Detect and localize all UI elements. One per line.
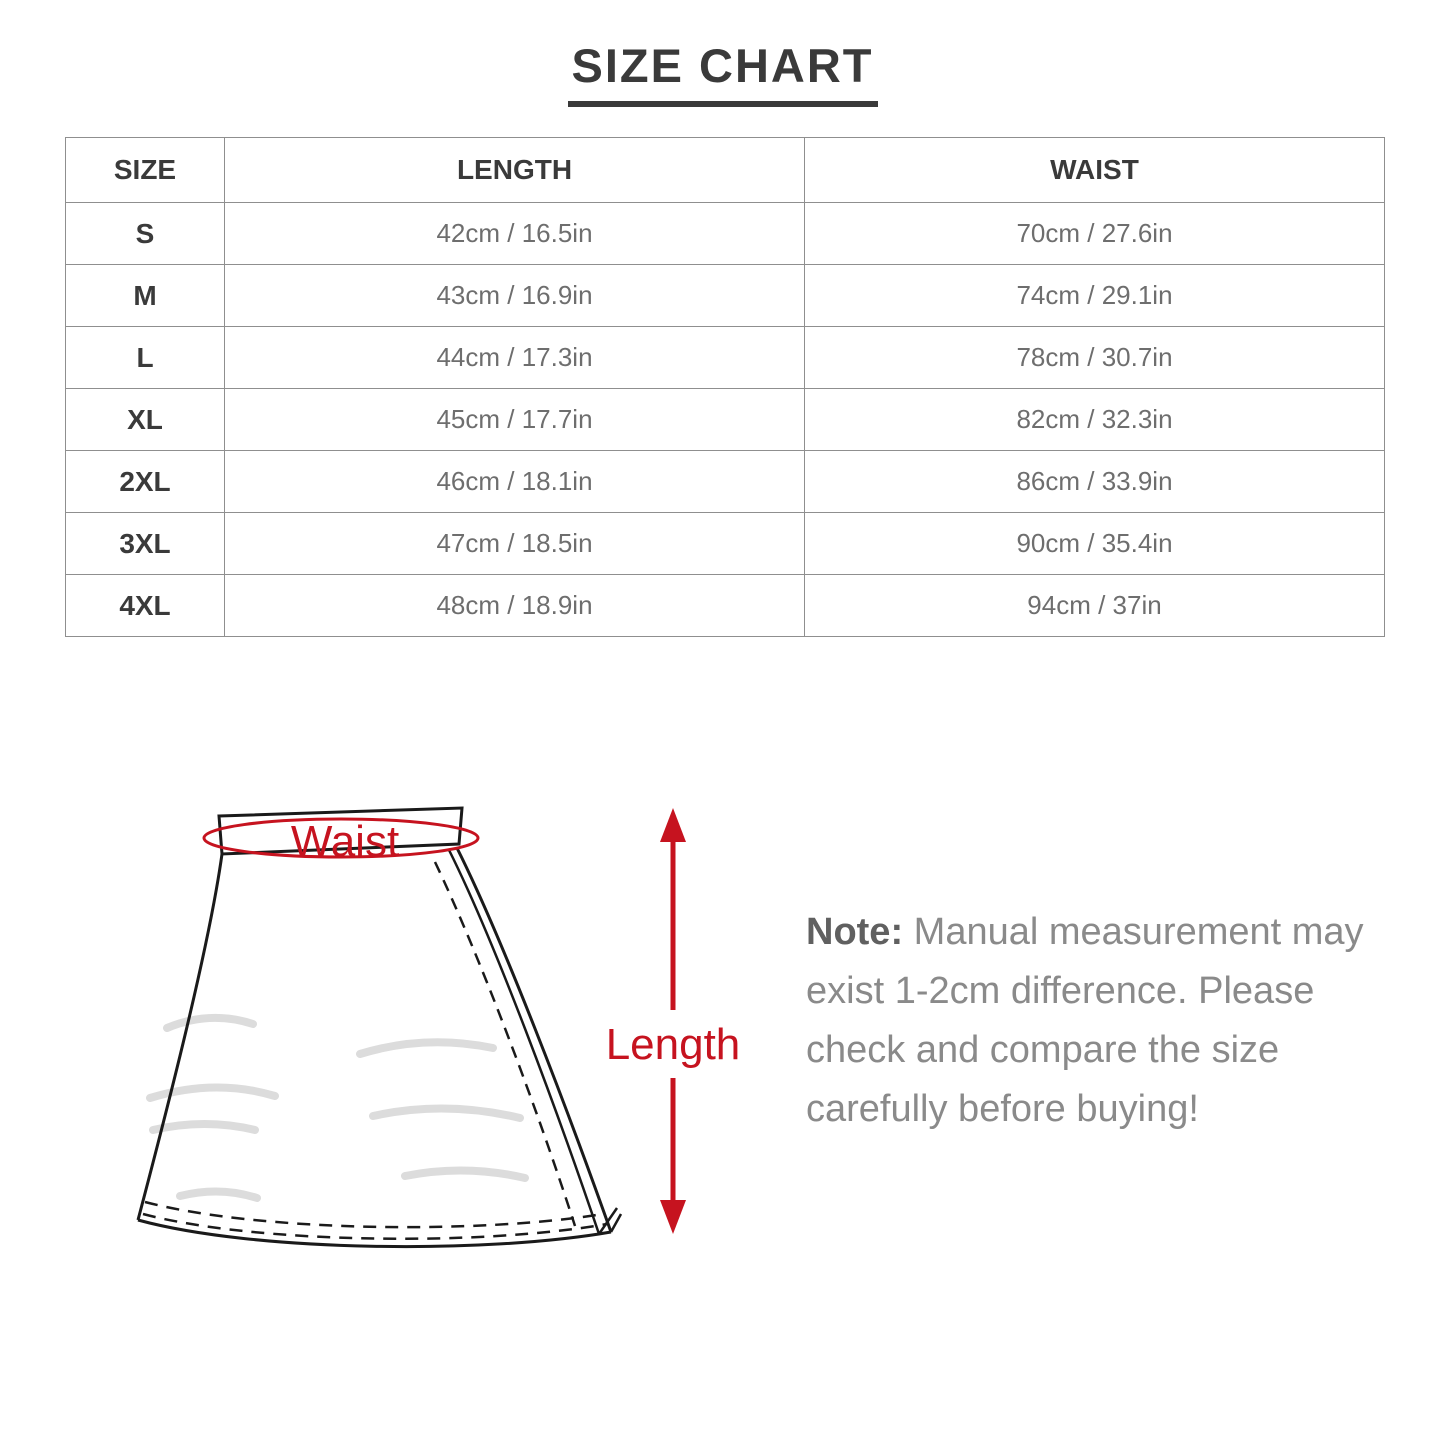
waist-cell: 78cm / 30.7in (805, 327, 1385, 389)
waist-cell: 74cm / 29.1in (805, 265, 1385, 327)
table-row (66, 513, 1385, 575)
length-cell: 42cm / 16.5in (225, 203, 805, 265)
length-column-header: LENGTH (225, 138, 805, 203)
table-row (66, 389, 1385, 451)
length-cell: 44cm / 17.3in (225, 327, 805, 389)
length-cell: 43cm / 16.9in (225, 265, 805, 327)
waist-cell: 94cm / 37in (805, 575, 1385, 637)
size-cell: S (66, 203, 225, 265)
waist-column-header: WAIST (805, 138, 1385, 203)
size-column-header: SIZE (66, 138, 225, 203)
table-row (66, 203, 1385, 265)
length-measure-arrow (606, 808, 741, 1234)
skirt-wrinkles (150, 1018, 525, 1198)
length-cell: 46cm / 18.1in (225, 451, 805, 513)
waist-cell: 90cm / 35.4in (805, 513, 1385, 575)
waist-cell: 82cm / 32.3in (805, 389, 1385, 451)
length-cell: 48cm / 18.9in (225, 575, 805, 637)
waist-cell: 70cm / 27.6in (805, 203, 1385, 265)
length-cell: 47cm / 18.5in (225, 513, 805, 575)
measurement-note (806, 903, 1386, 1139)
size-cell: 4XL (66, 575, 225, 637)
size-cell: M (66, 265, 225, 327)
skirt-outline (138, 808, 621, 1247)
size-chart-table (65, 137, 1385, 637)
table-header-row (66, 138, 1385, 203)
size-cell: 3XL (66, 513, 225, 575)
table-row (66, 327, 1385, 389)
table-row (66, 451, 1385, 513)
note-body: Manual measurement may exist 1-2cm difference. Please check and compare the size carefully before buying! (806, 911, 1364, 1130)
page-header (0, 38, 1445, 107)
skirt-measurement-diagram (105, 778, 765, 1293)
waist-cell: 86cm / 33.9in (805, 451, 1385, 513)
length-cell: 45cm / 17.7in (225, 389, 805, 451)
size-cell: 2XL (66, 451, 225, 513)
note-label: Note: (806, 911, 904, 953)
table-row (66, 265, 1385, 327)
size-cell: L (66, 327, 225, 389)
length-label: Length (605, 1020, 741, 1069)
page-title: SIZE CHART (568, 38, 878, 107)
size-table-body (66, 203, 1385, 637)
size-cell: XL (66, 389, 225, 451)
table-row (66, 575, 1385, 637)
waist-label: Waist (290, 817, 400, 866)
